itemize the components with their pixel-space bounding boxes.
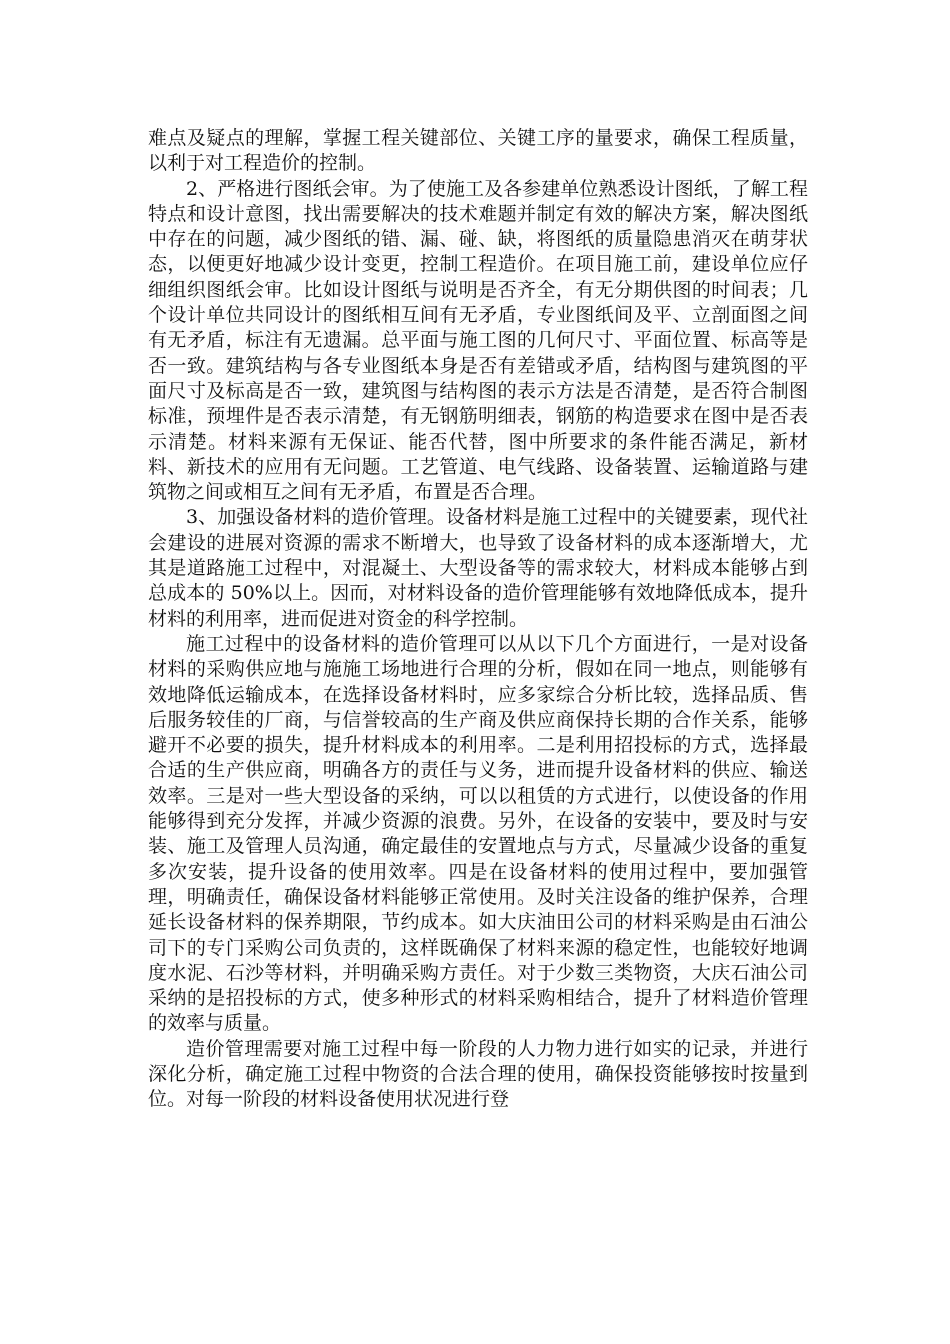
paragraph-3: 3、加强设备材料的造价管理。设备材料是施工过程中的关键要素，现代社会建设的进展对资源的需求不断增大，也导致了设备材料的成本逐渐增大，尤其是道路施工过程中，对混凝土、大型设备等的需求较大，材料成本能够占到总成本的 50%以上。因而，对材料设备的造价管理能够有效地降低成本，提升材料的利用率，进而促进对资金的科学控制。 [148,506,808,630]
paragraph-5: 造价管理需要对施工过程中每一阶段的人力物力进行如实的记录，并进行深化分析，确定施工过程中物资的合法合理的使用，确保投资能够按时按量到位。对每一阶段的材料设备使用状况进行登 [148,1037,808,1111]
document-body [148,126,808,1113]
paragraph-1: 难点及疑点的理解，掌握工程关键部位、关键工序的量要求，确保工程质量，以利于对工程造价的控制。 [148,127,808,175]
paragraph-4: 施工过程中的设备材料的造价管理可以从以下几个方面进行，一是对设备材料的采购供应地与施施工场地进行合理的分析，假如在同一地点，则能够有效地降低运输成本，在选择设备材料时，应多家综合分析比较，选择品质、售后服务较佳的厂商，与信誉较高的生产商及供应商保持长期的合作关系，能够避开不必要的损失，提升材料成本的利用率。二是利用招投标的方式，选择最合适的生产供应商，明确各方的责任与义务，进而提升设备材料的供应、输送效率。三是对一些大型设备的采纳，可以以租赁的方式进行，以使设备的作用能够得到充分发挥，并减少资源的浪费。另外，在设备的安装中，要及时与安装、施工及管理人员沟通，确定最佳的安置地点与方式，尽量减少设备的重复多次安装，提升设备的使用效率。四是在设备材料的使用过程中，要加强管理，明确责任，确保设备材料能够正常使用。及时关注设备的维护保养，合理延长设备材料的保养期限，节约成本。如大庆油田公司的材料采购是由石油公司下的专门采购公司负责的，这样既确保了材料来源的稳定性，也能较好地调度水泥、石沙等材料，并明确采购方责任。对于少数三类物资，大庆石油公司采纳的是招投标的方式，使多种形式的材料采购相结合，提升了材料造价管理的效率与质量。 [148,632,808,1035]
paragraph-2: 2、严格进行图纸会审。为了使施工及各参建单位熟悉设计图纸，了解工程特点和设计意图，找出需要解决的技术难题并制定有效的解决方案，解决图纸中存在的问题，减少图纸的错、漏、碰、缺，将图纸的质量隐患消灭在萌芽状态，以便更好地减少设计变更，控制工程造价。在项目施工前，建设单位应仔细组织图纸会审。比如设计图纸与说明是否齐全，有无分期供图的时间表；几个设计单位共同设计的图纸相互间有无矛盾，专业图纸间及平、立剖面图之间有无矛盾，标注有无遗漏。总平面与施工图的几何尺寸、平面位置、标高等是否一致。建筑结构与各专业图纸本身是否有差错或矛盾，结构图与建筑图的平面尺寸及标高是否一致，建筑图与结构图的表示方法是否清楚，是否符合制图标准，预埋件是否表示清楚，有无钢筋明细表，钢筋的构造要求在图中是否表示清楚。材料来源有无保证、能否代替，图中所要求的条件能否满足，新材料、新技术的应用有无问题。工艺管道、电气线路、设备装置、运输道路与建筑物之间或相互之间有无矛盾，布置是否合理。 [148,177,808,504]
